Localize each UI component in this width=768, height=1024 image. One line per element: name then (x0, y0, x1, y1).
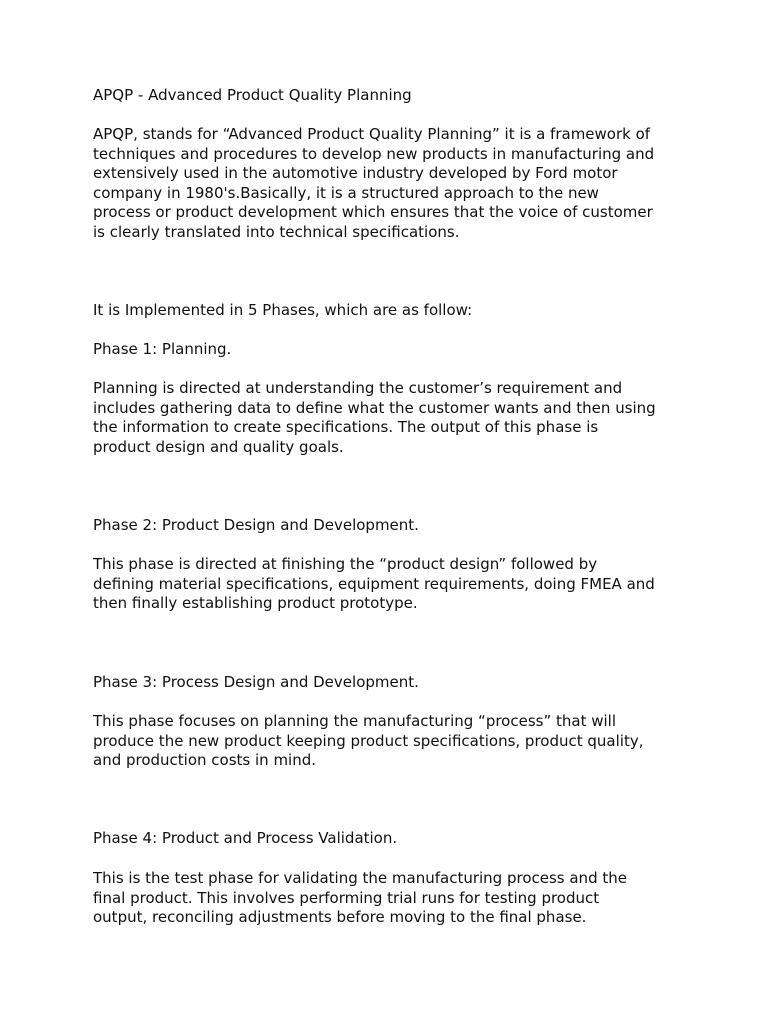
phase-heading: Phase 1: Planning. (93, 340, 232, 358)
intro-line: techniques and procedures to develop new products in manufacturing and (93, 144, 655, 163)
intro-line: process or product development which ensures that the voice of customer (93, 203, 653, 221)
phase-body-line: and production costs in mind. (93, 751, 317, 769)
phase-body-line: This phase is directed at finishing the “product design” followed by (93, 555, 598, 573)
phase-body-line: defining material specifications, equipment requirements, doing FMEA and (93, 574, 655, 593)
intro-line: company in 1980's.Basically, it is a structured approach to the new (93, 183, 599, 202)
phase-body-line: Planning is directed at understanding the customer’s requirement and (93, 379, 623, 397)
phase-body-line: final product. This involves performing trial runs for testing product (93, 888, 600, 907)
document-title: APQP - Advanced Product Quality Planning (93, 86, 412, 104)
phase-body-line: output, reconciling adjustments before moving to the final phase. (93, 908, 587, 926)
phase-heading: Phase 3: Process Design and Development. (93, 673, 419, 691)
phase-body-line: includes gathering data to define what the customer wants and then using (93, 398, 656, 417)
phase-body-line: the information to create specifications. The output of this phase is (93, 418, 599, 436)
phase-heading: Phase 2: Product Design and Development. (93, 516, 419, 534)
intro-line: APQP, stands for “Advanced Product Quality Planning” it is a framework of (93, 125, 651, 143)
intro-line: is clearly translated into technical specifications. (93, 222, 460, 241)
phase-body-line: produce the new product keeping product specifications, product quality, (93, 731, 644, 750)
phase-body-line: product design and quality goals. (93, 437, 344, 456)
intro-line: extensively used in the automotive industry developed by Ford motor (93, 164, 618, 182)
phase-body-line: This is the test phase for validating the manufacturing process and the (93, 869, 627, 887)
phases-intro: It is Implemented in 5 Phases, which are as follow: (93, 301, 473, 319)
phase-heading: Phase 4: Product and Process Validation. (93, 829, 398, 847)
phase-body-line: then finally establishing product prototype. (93, 594, 418, 612)
phase-body-line: This phase focuses on planning the manufacturing “process” that will (93, 712, 616, 730)
